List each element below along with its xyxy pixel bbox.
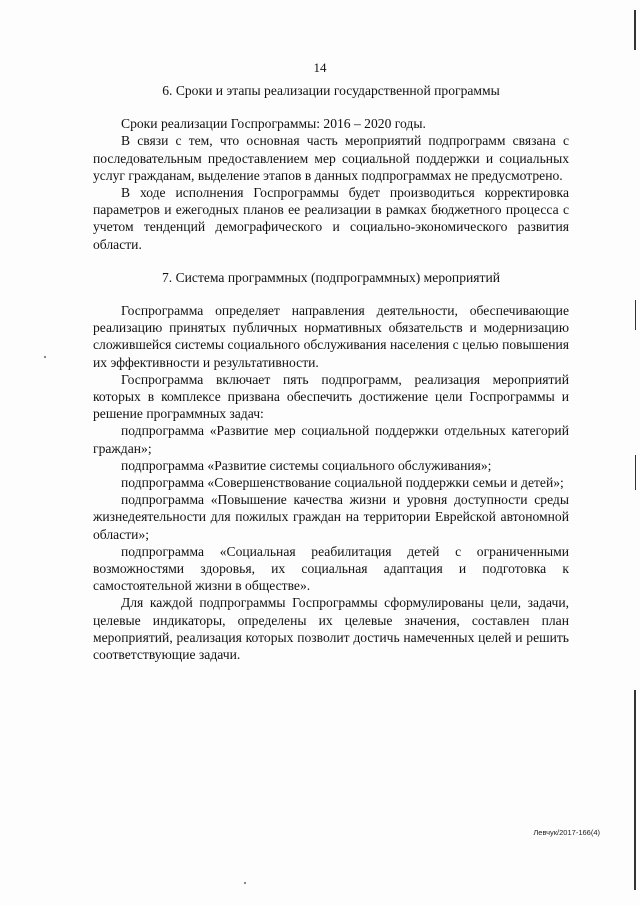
scan-dot [44, 356, 46, 358]
list-item: подпрограмма «Повышение качества жизни и уровня доступности среды жизнедеятельности для пожилых граждан на территории Еврейской автономной области»; [93, 492, 569, 542]
list-item: подпрограмма «Социальная реабилитация детей с ограниченными возможностями здоровья, их социальная адаптация и подготовка к самостоятельной жизни в обществе». [93, 543, 569, 594]
section-7-heading: 7. Система программных (подпрограммных) мероприятий [161, 269, 501, 285]
section-7-body [93, 302, 569, 663]
document-body [93, 80, 569, 663]
paragraph: Для каждой подпрограммы Госпрограммы сформулированы цели, задачи, целевые индикаторы, определены их целевые значения, составлен план мероприятий, реализация которых позволит достичь намеченных целей и решить соответствующие задачи. [93, 595, 569, 663]
scan-mark [634, 690, 636, 890]
page-number: 14 [313, 60, 327, 75]
paragraph: Сроки реализации Госпрограммы: 2016 – 2020 годы. [121, 116, 426, 132]
paragraph: Госпрограмма определяет направления деятельности, обеспечивающие реализацию принятых публичных нормативных обязательств и модернизацию сложившейся системы социального обслуживания населения с целью повышения их эффективности и результативности. [93, 303, 569, 370]
scan-mark [634, 10, 636, 50]
list-item: подпрограмма «Совершенствование социальной поддержки семьи и детей»; [121, 475, 564, 491]
section-6-heading: 6. Сроки и этапы реализации государственной программы [162, 83, 500, 98]
list-item: подпрограмма «Развитие системы социального обслуживания»; [121, 457, 492, 473]
document-code: Левчук/2017-166(4) [533, 828, 600, 837]
scan-mark [635, 455, 636, 490]
scan-mark [635, 300, 636, 330]
list-item: подпрограмма «Развитие мер социальной поддержки отдельных категорий граждан»; [93, 423, 569, 456]
section-6-body [93, 115, 569, 253]
paragraph: Госпрограмма включает пять подпрограмм, реализация мероприятий которых в комплексе призвана обеспечить достижение цели Госпрограммы и решение программных задач: [93, 371, 569, 422]
paragraph: В связи с тем, что основная часть мероприятий подпрограмм связана с последовательным предоставлением мер социальной поддержки и социальных услуг гражданам, выделение этапов в данных подпрограммах не предусмотрено. [93, 133, 569, 183]
scan-dot [244, 882, 246, 884]
paragraph: В ходе исполнения Госпрограммы будет производиться корректировка параметров и ежегодных планов ее реализации в рамках бюджетного процесса с учетом тенденций демографического и социально-экономического развития области. [93, 185, 569, 252]
